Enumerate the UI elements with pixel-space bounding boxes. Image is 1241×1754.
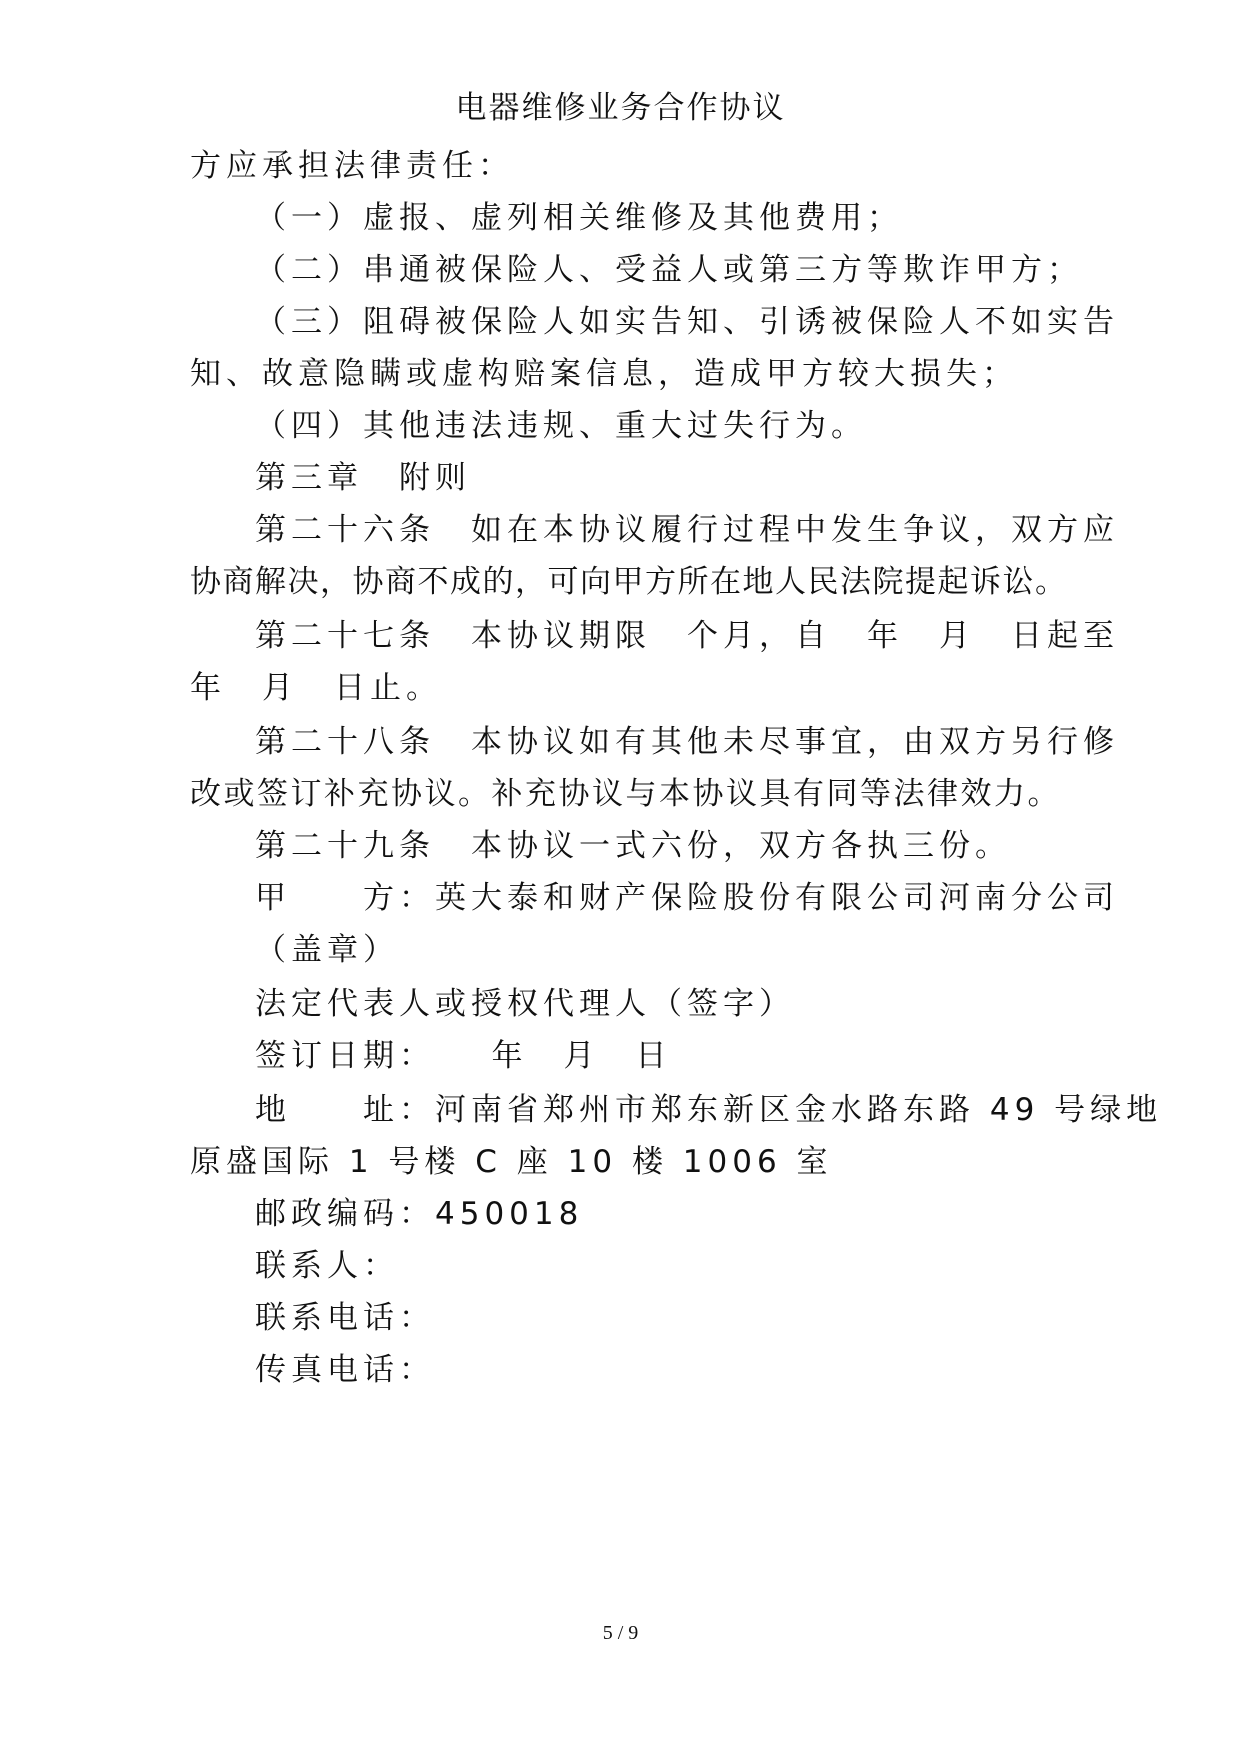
address-line: 地 址：河南省郑州市郑东新区金水路东路 49 号绿地	[255, 1092, 1163, 1128]
text-line: （一）虚报、虚列相关维修及其他费用；	[255, 200, 903, 236]
text-line: 协商解决，协商不成的，可向甲方所在地人民法院提起诉讼。	[190, 564, 1068, 600]
chapter-heading: 第三章 附则	[255, 460, 471, 496]
page-number: 5 / 9	[602, 1622, 639, 1644]
address-line: 原盛国际 1 号楼 C 座 10 楼 1006 室	[190, 1144, 833, 1180]
signing-date: 签订日期： 年 月 日	[255, 1038, 672, 1074]
text-line: （三）阻碍被保险人如实告知、引诱被保险人不如实告	[255, 304, 1119, 340]
text-line: 第二十八条 本协议如有其他未尽事宜，由双方另行修	[255, 724, 1119, 760]
text-line: （二）串通被保险人、受益人或第三方等欺诈甲方；	[255, 252, 1083, 288]
signature-label: 法定代表人或授权代理人（签字）	[255, 986, 795, 1022]
postal-code: 邮政编码：450018	[255, 1196, 584, 1232]
document-header-title: 电器维修业务合作协议	[455, 90, 786, 126]
text-line: 方应承担法律责任：	[190, 148, 514, 184]
contact-phone: 联系电话：	[255, 1300, 435, 1336]
text-line: 年 月 日止。	[190, 670, 442, 706]
text-line: （四）其他违法违规、重大过失行为。	[255, 408, 867, 444]
text-line: 第二十六条 如在本协议履行过程中发生争议，双方应	[255, 512, 1119, 548]
text-line: 改或签订补充协议。补充协议与本协议具有同等法律效力。	[190, 776, 1061, 812]
text-line: 知、故意隐瞒或虚构赔案信息，造成甲方较大损失；	[190, 356, 1018, 392]
text-line: 第二十七条 本协议期限 个月，自 年 月 日起至	[255, 618, 1119, 654]
fax-phone: 传真电话：	[255, 1352, 435, 1388]
contact-person: 联系人：	[255, 1248, 399, 1284]
party-a-name: 甲 方：英大泰和财产保险股份有限公司河南分公司	[255, 880, 1119, 916]
seal-label: （盖章）	[255, 932, 399, 968]
text-line: 第二十九条 本协议一式六份，双方各执三份。	[255, 828, 1011, 864]
